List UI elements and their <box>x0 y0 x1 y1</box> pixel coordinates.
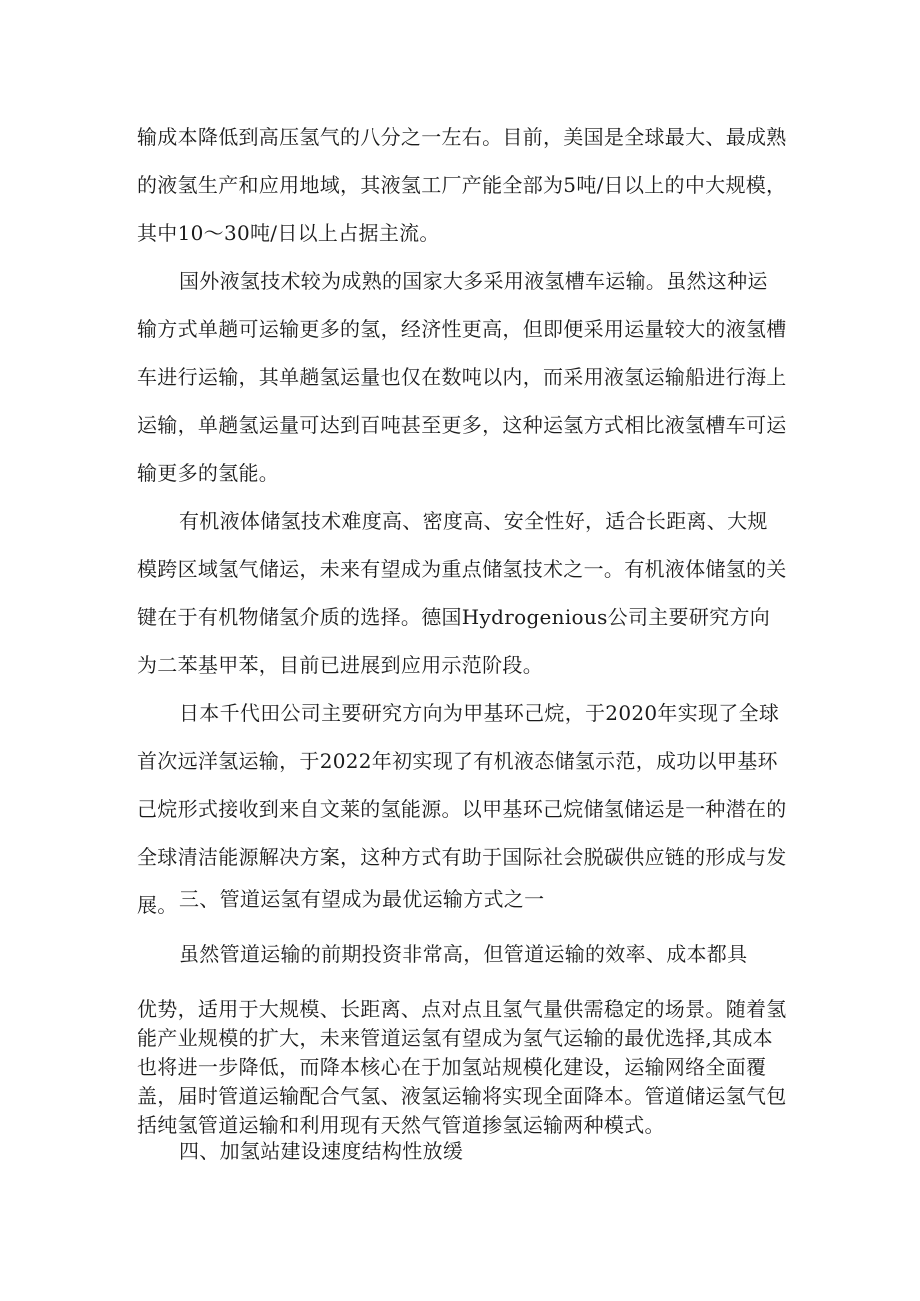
paragraph-pipeline-advantages: 优势，适用于大规模、长距离、点对点且氢气量供需稳定的场景。随着氢能产业规模的扩大，未来管道运氢有望成为氢气运输的最优选择,其成本也将进一步降低，而降本核心在于加氢站规模化建设，运输网络全面覆盖，届时管道运输配合气氢、液氢运输将实现全面降本。管道储运氢气包括纯氢管道运输和利用现有天然气管道掺氢运输两种模式。 <box>137 997 787 1137</box>
paragraph-liquid-hydrogen-tanker: 国外液氢技术较为成熟的国家大多采用液氢槽车运输。虽然这种运输方式单趟可运输更多的氢，经济性更高，但即便采用运量较大的液氢槽车进行运输，其单趟氢运量也仅在数吨以内，而采用液氢运输船进行海上运输，单趟氢运量可达到百吨甚至更多，这种运氢方式相比液氢槽车可运输更多的氢能。 <box>137 269 787 485</box>
paragraph-pipeline-first-line: 虽然管道运输的前期投资非常高，但管道运输的效率、成本都具 <box>179 942 748 966</box>
section-heading-refueling-stations: 四、加氢站建设速度结构性放缓 <box>179 1139 464 1163</box>
section-heading-pipeline: 三、管道运氢有望成为最优运输方式之一 <box>179 887 545 911</box>
paragraph-chiyoda-company: 日本千代田公司主要研究方向为甲基环己烷，于2020年实现了全球首次远洋氢运输，于2022年初实现了有机液态储氢示范，成功以甲基环己烷形式接收到来自文莱的氢能源。以甲基环己烷储氢储运是一种潜在的全球清洁能源解决方案，这种方式有助于国际社会脱碳供应链的形成与发展。 <box>137 701 787 917</box>
paragraph-liquid-hydrogen-cost: 输成本降低到高压氢气的八分之一左右。目前，美国是全球最大、最成熟的液氢生产和应用地域，其液氢工厂产能全部为5吨/日以上的中大规模，其中10～30吨/日以上占据主流。 <box>137 125 787 245</box>
paragraph-organic-liquid-storage: 有机液体储氢技术难度高、密度高、安全性好，适合长距离、大规模跨区域氢气储运，未来有望成为重点储氢技术之一。有机液体储氢的关键在于有机物储氢介质的选择。德国Hydrogenious公司主要研究方向为二苯基甲苯，目前已进展到应用示范阶段。 <box>137 509 787 677</box>
